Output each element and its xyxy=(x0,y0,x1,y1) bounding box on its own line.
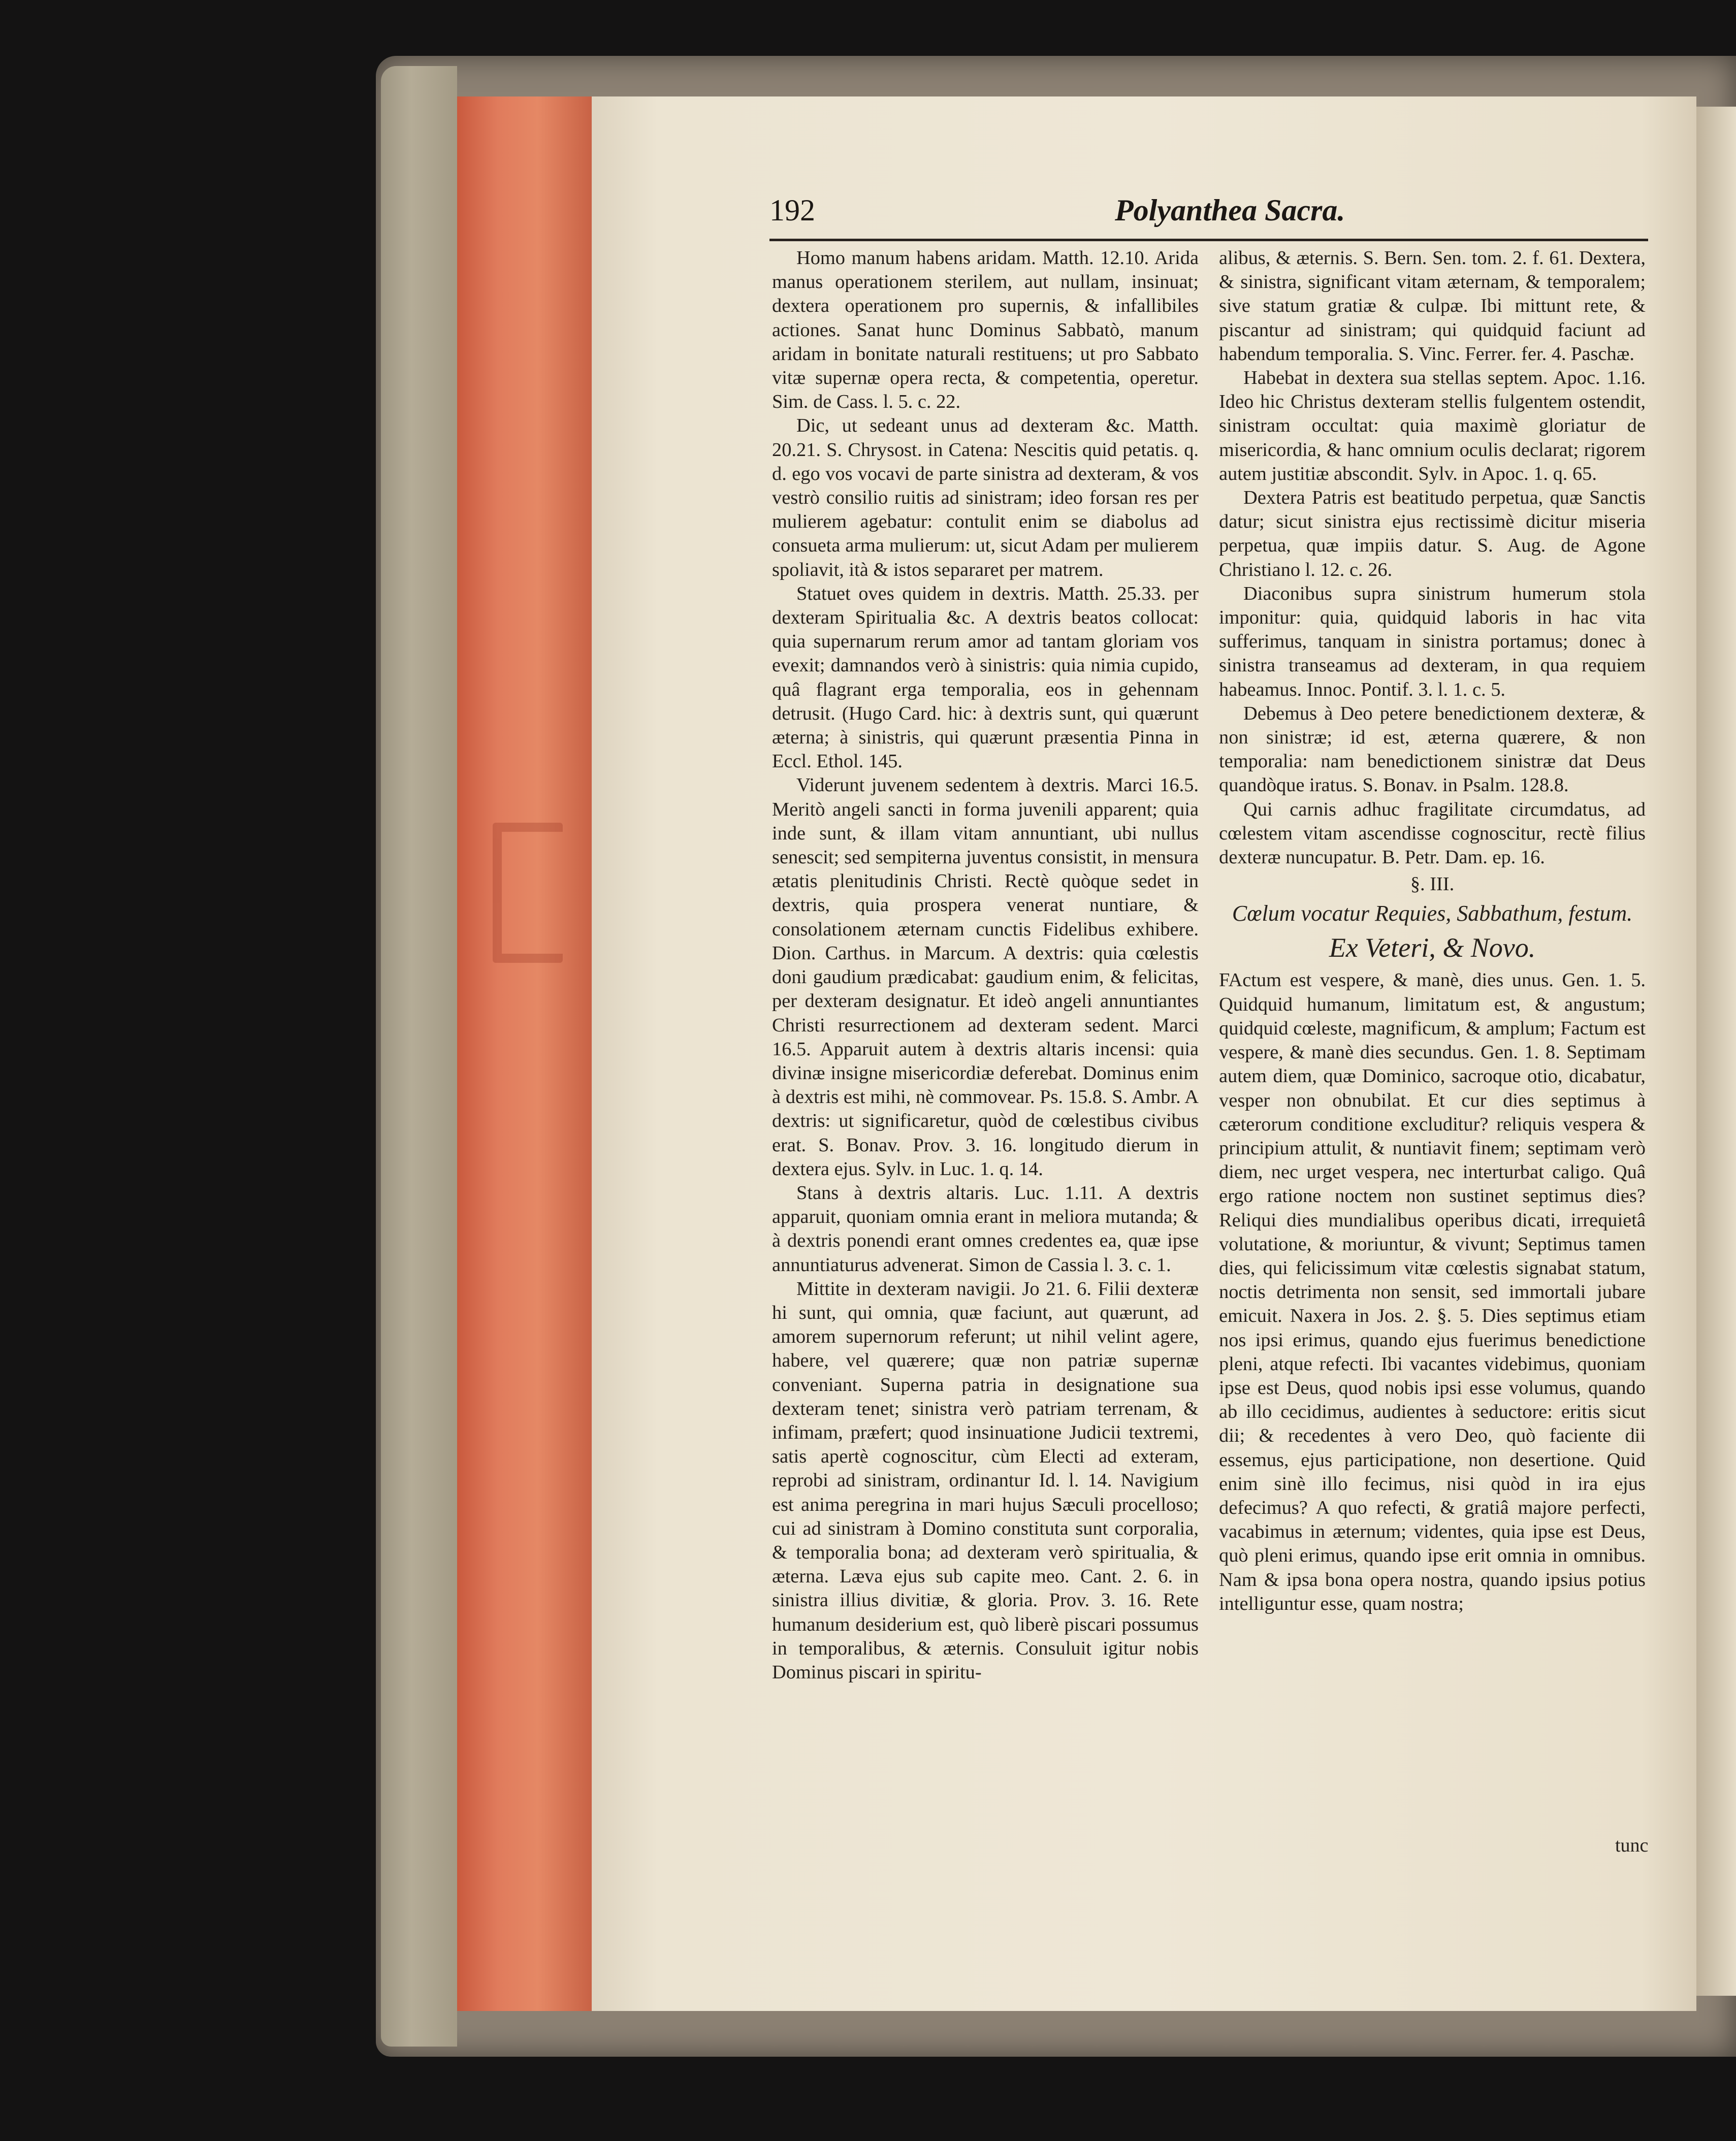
header-rule xyxy=(769,239,1648,241)
paragraph: Qui carnis adhuc fragilitate circumdatus, ad cœlestem vitam ascendisse cognoscitur, rectè filius dexteræ nuncupatur. B. Petr. Dam. ep. 16. xyxy=(1219,798,1646,868)
paragraph: Viderunt juvenem sedentem à dextris. Marci 16.5. Meritò angeli sancti in forma juvenili apparent; quia inde sunt, & illam vitam annuntiant, ubi nullus senescit; sed sempiterna juventus consistit, in mensura ætatis plenitudinis Christi. Rectè quòque sedet in dextris, quia prospera venerat nuntiare, & consolationem æternam cunctis Fidelibus exhibere. Dion. Carthus. in Marcum. A dextris: quia cœlestis doni gaudium prædicabat: gaudium enim, & felicitas, per dexteram designatur. Et ideò angeli annuntiantes Christi resurrectionem ad dexteram sedent. Marci 16.5. Apparuit autem à dextris altaris incensi: quia divinæ insigne misericordiæ deferebat. Dominus enim à dextris est mihi, nè commovear. Ps. 15.8. S. Ambr. A dextris: ut significaretur, quòd de cœlestibus civibus erat. S. Bonav. Prov. 3. 16. longitudo dierum in dextera ejus. Sylv. in Luc. 1. q. 14. xyxy=(772,774,1199,1180)
page-header xyxy=(769,193,1648,234)
page-number: 192 xyxy=(769,193,815,227)
paragraph: Dextera Patris est beatitudo perpetua, quæ Sanctis datur; sicut sinistra ejus rectissimè dicitur miseria perpetua, quæ impiis datur. S. Aug. de Agone Christiano l. 12. c. 26. xyxy=(1219,487,1646,580)
running-title: Polyanthea Sacra. xyxy=(1115,193,1345,227)
paragraph: Diaconibus supra sinistrum humerum stola imponitur: quia, quidquid laboris in hac vita sufferimus, tanquam in sinistra portamus; donec à sinistra transeamus ad dexteram, in qua requiem habeamus. Innoc. Pontif. 3. l. 1. c. 5. xyxy=(1219,582,1646,700)
page-edge-red xyxy=(457,96,592,2011)
section-subtitle: Ex Veteri, & Novo. xyxy=(1329,932,1536,963)
paragraph: Stans à dextris altaris. Luc. 1.11. A dextris apparuit, quoniam omnia erant in meliora mutanda; & à dextris ponendi erant omnes credentes ea, quæ ipse annuntiaturus advenerat. Simon de Cassia l. 3. c. 1. xyxy=(772,1182,1199,1276)
paragraph: Debemus à Deo petere benedictionem dexteræ, & non sinistræ; id est, æterna quærere, & non temporalia: nam benedictionem sinistræ dat Deus quandòque iratus. S. Bonav. in Psalm. 128.8. xyxy=(1219,702,1646,796)
section-title: Cœlum vocatur Requies, Sabbathum, festum. xyxy=(1232,901,1633,926)
paragraph: Habebat in dextera sua stellas septem. Apoc. 1.16. Ideo hic Christus dexteram stellis fulgentem ostendit, sinistram occultat: quia maximè gloriatur de misericordia, & hanc omnium oculis declarat; rigorem autem justitiæ abscondit. Sylv. in Apoc. 1. q. 65. xyxy=(1219,367,1646,484)
adjacent-page-edge xyxy=(1696,107,1736,1996)
edge-ghost-letter xyxy=(493,823,563,963)
catchword: tunc xyxy=(1615,1835,1649,1856)
left-column xyxy=(772,246,1199,1684)
paragraph: alibus, & æternis. S. Bern. Sen. tom. 2. f. 61. Dextera, & sinistra, significant vitam æternam, & temporalem; sive statum gratiæ & culpæ. Ibi mittunt rete, & piscantur ad sinistram; qui quidquid faciunt ad habendum temporalia. S. Vinc. Ferrer. fer. 4. Paschæ. xyxy=(1219,247,1646,365)
paragraph: Dic, ut sedeant unus ad dexteram &c. Matth. 20.21. S. Chrysost. in Catena: Nescitis quid petatis. q. d. ego vos vocavi de parte sinistra ad dexteram, & vos vestrò consilio ruitis ad sinistram; ideo forsan res per mulierem agebatur: contulit enim se diabolus ad consueta arma mulierum: ut, sicut Adam per mulierem spoliavit, ità & istos separaret per matrem. xyxy=(772,415,1199,580)
book-spine-edge xyxy=(381,66,457,2047)
paragraph: Mittite in dexteram navigii. Jo 21. 6. Filii dexteræ hi sunt, qui omnia, quæ faciunt, aut quærunt, ad amorem supernorum referunt; ut nihil velint agere, habere, vel quærere; quæ non patriæ supernæ conveniant. Superna patria in designatione sua dexteram tenet; sinistra verò patriam terrenam, & infimam, præfert; quod insinuatione Judicii textremi, satis apertè cognoscitur, cùm Electi ad exteram, reprobi ad sinistram, ordinantur Id. l. 14. Navigium est anima peregrina in mari hujus Sæculi procelloso; cui ad sinistram à Domino constituta sunt corporalia, & temporalia bona; ad dexteram verò spiritualia, & æterna. Læva ejus sub capite meo. Cant. 2. 6. in sinistra illius divitiæ, & gloria. Prov. 3. 16. Rete humanum desiderium est, quò liberè piscari possumus in temporalibus, & æternis. Consuluit igitur nobis Dominus piscari in spiritu- xyxy=(772,1278,1199,1683)
paragraph: Statuet oves quidem in dextris. Matth. 25.33. per dexteram Spiritualia &c. A dextris beatos collocat: quia supernarum rerum amor ad tantam gloriam vos evexit; damnandos verò à sinistris: quia nimia cupido, quâ flagrant erga temporalia, eos in gehennam detrusit. (Hugo Card. hic: à dextris sunt, qui quærunt æterna; à sinistris, qui quærunt præsentia Pinna in Eccl. Ethol. 145. xyxy=(772,582,1199,772)
paragraph: FActum est vespere, & manè, dies unus. Gen. 1. 5. Quidquid humanum, limitatum est, & angustum; quidquid cœleste, magnificum, & amplum; Factum est vespere, & manè dies secundus. Gen. 1. 8. Septimam autem diem, quæ Dominico, sacroque otio, dicabatur, vesper non obnubilat. Et cur dies septimus à cæterorum conditione excluditur? reliquis vespera & principium attulit, & nuntiavit finem; septimam verò diem, nec urget vespera, nec interturbat caligo. Quâ ergo ratione noctem non sustinet septimus dies? Reliqui dies mundialibus operibus dicati, irrequietâ volutatione, & moriuntur, & vivunt; Septimus tamen dies, qui felicissimum vitæ cœlestis signabat statum, noctis detrimenta non sensit, sed immortali jubare emicuit. Naxera in Jos. 2. §. 5. Dies septimus etiam nos ipsi erimus, quando ejus fuerimus benedictione pleni, atque refecti. Ibi vacantes videbimus, quoniam ipse est Deus, quod nobis ipsi esse volumus, quando ab illo cecidimus, audientes à seductore: eritis sicut dii; & recedentes à vero Deo, quò faciente dii essemus, ejus participatione, non desertione. Quid enim sinè illo fecimus, nisi quòd in ira ejus defecimus? A quo refecti, & gratiâ majore perfecti, vacabimus in æternum; videntes, quia ipse est Deus, quò pleni erimus, quando ipse erit omnia in omnibus. Nam & ipsa bona opera nostra, quando ipsius potius intelliguntur esse, quam nostra; xyxy=(1219,969,1646,1614)
right-column xyxy=(1219,246,1646,1616)
paragraph: Homo manum habens aridam. Matth. 12.10. Arida manus operationem sterilem, aut nullam, insinuat; dextera operationem pro supernis, & infallibiles actiones. Sanat hunc Dominus Sabbatò, manum aridam in bonitate naturali restituens; ut pro Sabbato vitæ supernæ opera recta, & competentia, operetur. Sim. de Cass. l. 5. c. 22. xyxy=(772,247,1199,413)
section-number: §. III. xyxy=(1410,873,1455,895)
